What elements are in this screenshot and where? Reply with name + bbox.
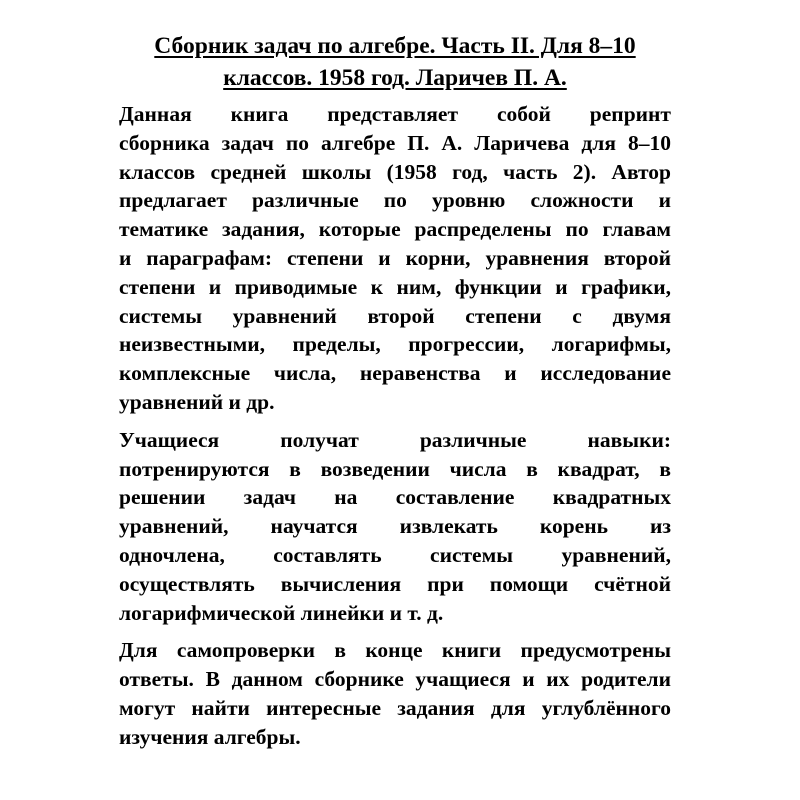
text-line: уравнений и др. (119, 389, 275, 414)
title-line: классов. 1958 год. Ларичев П. А. (223, 65, 567, 91)
text-line: одночлена, составлять системы уравнений, (119, 542, 671, 567)
text-line: тематике задания, которые распределены по главам (119, 217, 671, 242)
text-line: изучения алгебры. (119, 724, 301, 749)
text-line: Для самопроверки в конце книги предусмотрены (119, 638, 671, 663)
text-line: системы уравнений второй степени с двумя (119, 303, 671, 328)
text-line: и параграфам: степени и корни, уравнения второй (119, 245, 671, 270)
text-line: ответы. В данном сборнике учащиеся и их родители (119, 667, 671, 692)
text-line: логарифмической линейки и т. д. (119, 600, 444, 625)
text-line: сборника задач по алгебре П. А. Ларичева для 8–10 (119, 130, 671, 155)
paragraph-self-check (119, 636, 671, 751)
text-line: решении задач на составление квадратных (119, 485, 671, 510)
paragraph-skills (119, 426, 671, 628)
text-line: степени и приводимые к ним, функции и графики, (119, 274, 671, 299)
document-page (119, 30, 671, 752)
text-line: комплексные числа, неравенства и исследование (119, 361, 671, 386)
page-title (119, 30, 671, 94)
text-line: осуществлять вычисления при помощи счётной (119, 571, 671, 596)
text-line: классов средней школы (1958 год, часть 2). Автор (119, 159, 671, 184)
title-line: Сборник задач по алгебре. Часть II. Для 8–10 (154, 33, 636, 59)
description-body (119, 100, 671, 752)
paragraph-intro (119, 100, 671, 417)
text-line: предлагает различные по уровню сложности и (119, 188, 671, 213)
text-line: потренируются в возведении числа в квадрат, в (119, 456, 671, 481)
text-line: уравнений, научатся извлекать корень из (119, 514, 671, 539)
text-line: Данная книга представляет собой репринт (119, 102, 671, 126)
text-line: Учащиеся получат различные навыки: (119, 427, 671, 452)
text-line: неизвестными, пределы, прогрессии, логарифмы, (119, 332, 671, 357)
text-line: могут найти интересные задания для углублённого (119, 695, 671, 720)
